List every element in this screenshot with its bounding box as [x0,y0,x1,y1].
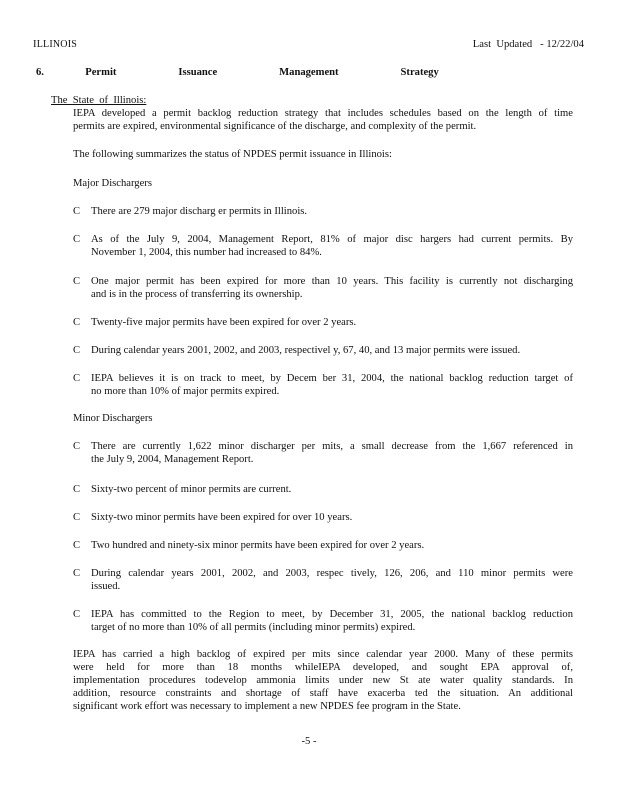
closing-line: implementation procedures todevelop ammonia limits under new St ate water quality standards. In [73,675,573,686]
header-state: ILLINOIS [33,39,78,50]
list-item-text: IEPA has committed to the Region to meet, by December 31, 2005, the national backlog reduction target of no more than 10% of all permits (including minor permits) expired. [91,609,573,633]
list-item-text: IEPA believes it is on track to meet, by Decem ber 31, 2004, the national backlog reduction target of no more than 10% of major permits expired. [91,373,573,397]
bullet-marker: C [73,276,81,287]
list-item-text: There are currently 1,622 minor discharger per mits, a small decrease from the 1,667 referenced in the July 9, 2004, Management Report. [91,441,573,465]
bullet-marker: C [73,512,81,523]
bullet-marker: C [73,206,81,217]
list-item-text: Twenty-five major permits have been expired for over 2 years. [91,317,357,328]
closing-paragraph [73,648,573,713]
list-item-text: Sixty-two minor permits have been expired for over 10 years. [91,512,353,523]
list-item-text: There are 279 major discharg er permits in Illinois. [91,206,308,217]
list-item-text: One major permit has been expired for more than 10 years. This facility is currently not discharging and is in the process of transferring its ownership. [91,276,573,300]
list-item-text: During calendar years 2001, 2002, and 2003, respectivel y, 67, 40, and 13 major permits were issued. [91,345,521,356]
bullet-marker: C [73,484,81,495]
bullet-marker: C [73,609,81,620]
page-number: -5 - [301,736,317,747]
closing-line: addition, resource constraints and shortage of staff have exacerba ted the situation. An additional [73,688,573,699]
bullet-marker: C [73,540,81,551]
closing-line: were held for more than 18 months whileIEPA developed, and sought EPA approval of, [73,662,573,673]
bullet-marker: C [73,568,81,579]
bullet-marker: C [73,441,81,452]
intro-paragraph: IEPA developed a permit backlog reduction strategy that includes schedules based on the length of time permits are expired, environmental significance of the discharge, and complexity of the permit. [73,108,573,132]
bullet-marker: C [73,317,81,328]
bullet-marker: C [73,234,81,245]
major-dischargers-label: Major Dischargers [73,178,152,189]
list-item-text: Sixty-two percent of minor permits are current. [91,484,292,495]
header-last-updated: Last Updated - 12/22/04 [472,39,584,50]
closing-line: significant work effort was necessary to implement a new NPDES fee program in the State. [73,701,461,712]
list-item-text: As of the July 9, 2004, Management Report, 81% of major disc hargers had current permits. By November 1, 2004, this number had increased to 84%. [91,234,573,258]
subheading-state-of-illinois: The State of Illinois: [51,95,147,106]
section-title: 6. Permit Issuance Management Strategy [36,67,439,78]
closing-line: IEPA has carried a high backlog of expired per mits since calendar year 2000. Many of these permits [73,649,573,660]
summary-line: The following summarizes the status of NPDES permit issuance in Illinois: [73,149,392,160]
bullet-marker: C [73,345,81,356]
list-item-text: During calendar years 2001, 2002, and 2003, respec tively, 126, 206, and 110 minor permits were issued. [91,568,573,592]
minor-dischargers-label: Minor Dischargers [73,413,153,424]
list-item-text: Two hundred and ninety-six minor permits have been expired for over 2 years. [91,540,425,551]
bullet-marker: C [73,373,81,384]
